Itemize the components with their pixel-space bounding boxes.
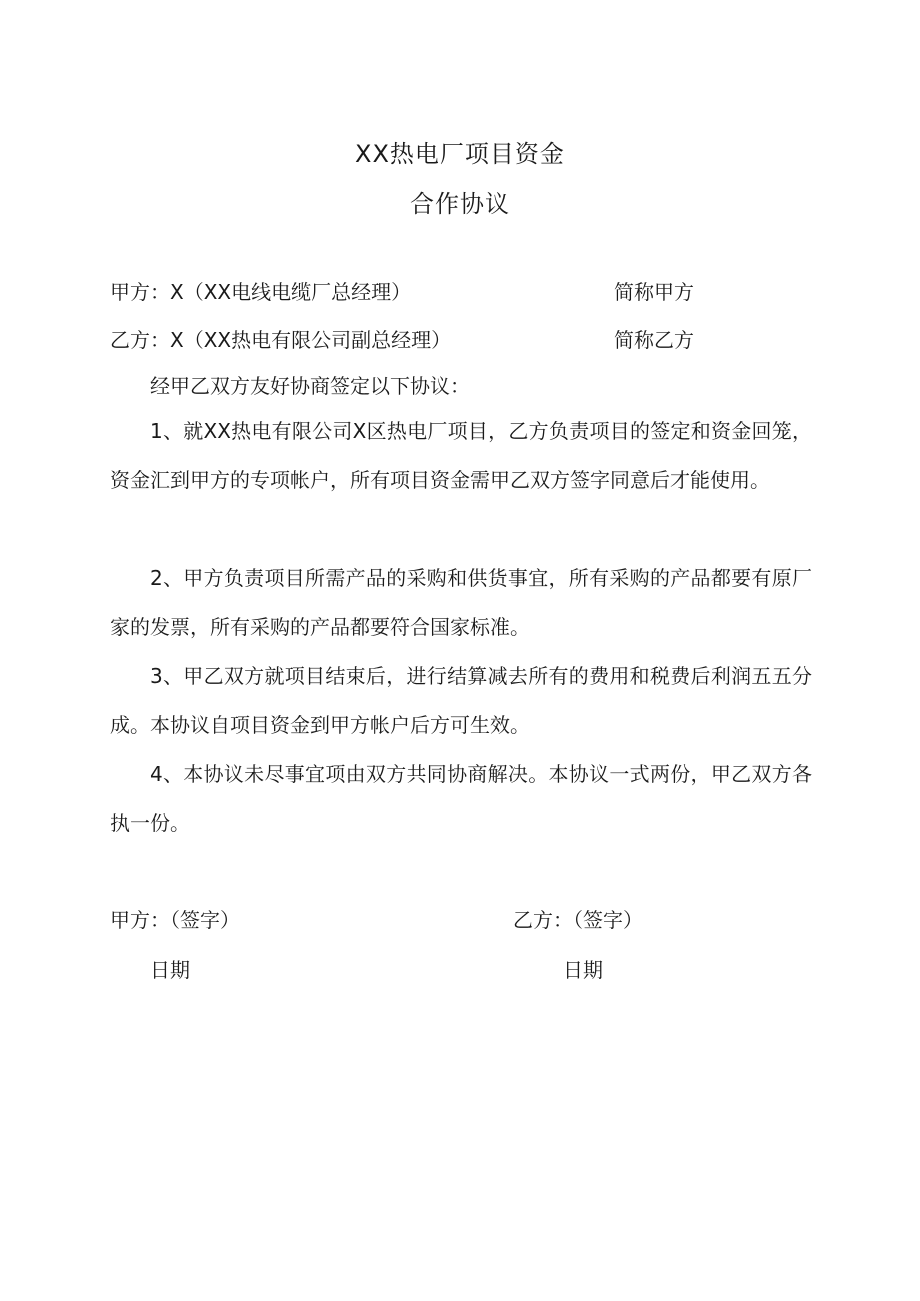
clause-4: 4、本协议未尽事宜项由双方共同协商解决。本协议一式两份，甲乙双方各执一份。 — [110, 762, 812, 835]
party-b-signature: 乙方：（签字） — [513, 908, 643, 932]
party-a-date: 日期 — [150, 958, 190, 982]
document-title: XX热电厂项目资金 — [355, 140, 565, 168]
intro-text: 经甲乙双方友好协商签定以下协议： — [150, 374, 470, 398]
party-a-line: 甲方：X（XX电线电缆厂总经理） — [110, 280, 412, 304]
clause-1: 1、就XX热电有限公司X区热电厂项目，乙方负责项目的签定和资金回笼，资金汇到甲方的专项帐户，所有项目资金需甲乙双方签字同意后才能使用。 — [110, 419, 812, 492]
party-b-abbreviation: 简称乙方 — [614, 328, 694, 352]
party-a-signature: 甲方：（签字） — [110, 908, 240, 932]
clause-3: 3、甲乙双方就项目结束后，进行结算减去所有的费用和税费后利润五五分成。本协议自项目资金到甲方帐户后方可生效。 — [110, 664, 812, 737]
document-subtitle: 合作协议 — [410, 190, 510, 218]
party-b-line: 乙方：X（XX热电有限公司副总经理） — [110, 328, 452, 352]
party-b-date: 日期 — [563, 958, 603, 982]
clause-2: 2、甲方负责项目所需产品的采购和供货事宜，所有采购的产品都要有原厂家的发票，所有采购的产品都要符合国家标准。 — [110, 566, 812, 639]
party-a-abbreviation: 简称甲方 — [614, 280, 694, 304]
